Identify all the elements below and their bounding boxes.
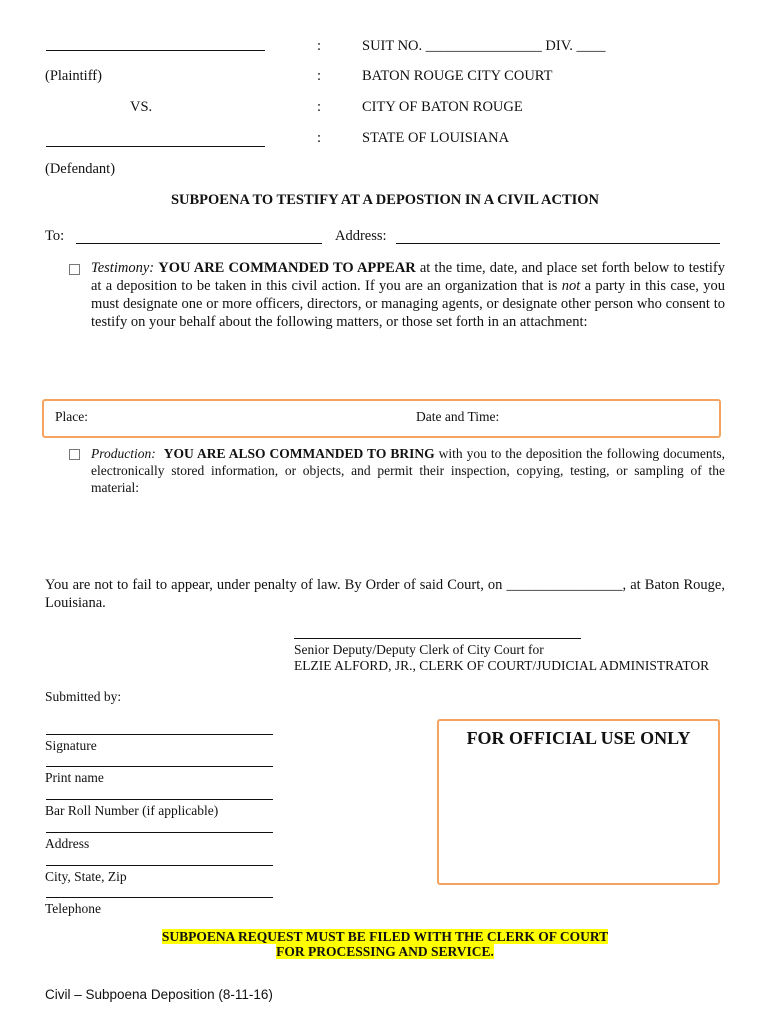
defendant-label: (Defendant) <box>45 161 116 177</box>
court-name: BATON ROUGE CITY COURT <box>362 68 553 84</box>
production-paragraph <box>91 445 725 496</box>
datetime-label: Date and Time: <box>416 409 500 424</box>
official-use-heading: FOR OFFICIAL USE ONLY <box>466 728 691 748</box>
city-state-zip-label: City, State, Zip <box>45 869 127 884</box>
place-datetime-box[interactable] <box>42 399 721 438</box>
versus-label: VS. <box>130 99 153 115</box>
production-command: YOU ARE ALSO COMMANDED TO BRING <box>163 446 435 461</box>
telephone-label: Telephone <box>45 901 102 916</box>
state-name: STATE OF LOUISIANA <box>362 130 510 146</box>
testimony-checkbox[interactable] <box>69 264 80 275</box>
caption-colon-4: : <box>317 130 322 146</box>
city-state-zip-line[interactable] <box>46 865 273 866</box>
filing-notice-line-2 <box>0 944 770 961</box>
clerk-title: Senior Deputy/Deputy Clerk of City Court for <box>294 642 544 657</box>
testimony-text-1: at the time, date, and place set forth below to testify at a deposition to be taken in this civil action. If you are an organization that is <box>91 260 726 294</box>
testimony-label: Testimony: <box>91 260 155 276</box>
filing-notice-text-1: SUBPOENA REQUEST MUST BE FILED WITH THE CLERK OF COURT <box>161 929 609 944</box>
production-label: Production: <box>91 446 156 461</box>
print-name-line[interactable] <box>46 766 273 767</box>
production-text: with you to the deposition the following documents, electronically stored information, or objects, and permit their inspection, copying, testing, or sampling of the material: <box>91 446 725 495</box>
signature-line[interactable] <box>46 734 273 735</box>
clerk-name: ELZIE ALFORD, JR., CLERK OF COURT/JUDICIAL ADMINISTRATOR <box>294 658 710 673</box>
telephone-line[interactable] <box>46 897 273 898</box>
testimony-paragraph <box>91 259 725 331</box>
address-label: Address: <box>335 228 387 244</box>
address-line[interactable] <box>46 832 273 833</box>
plaintiff-name-line[interactable] <box>46 50 265 51</box>
address-field-line[interactable] <box>396 243 720 244</box>
caption-colon-3: : <box>317 99 322 115</box>
bar-roll-label: Bar Roll Number (if applicable) <box>45 803 219 818</box>
print-name-label: Print name <box>45 770 104 785</box>
filing-notice-text-2: FOR PROCESSING AND SERVICE. <box>276 944 494 959</box>
testimony-not: not <box>561 278 581 294</box>
clerk-signature-line[interactable] <box>294 638 581 639</box>
to-label: To: <box>45 228 65 244</box>
submitter-address-label: Address <box>45 836 90 851</box>
defendant-name-line[interactable] <box>46 146 265 147</box>
signature-label: Signature <box>45 738 97 753</box>
caption-colon-2: : <box>317 68 322 84</box>
to-field-line[interactable] <box>76 243 322 244</box>
caption-colon-1: : <box>317 38 322 54</box>
production-checkbox[interactable] <box>69 449 80 460</box>
suit-number-line: SUIT NO. ________________ DIV. ____ <box>362 38 606 54</box>
document-title: SUBPOENA TO TESTIFY AT A DEPOSTION IN A CIVIL ACTION <box>170 192 600 208</box>
testimony-command: YOU ARE COMMANDED TO APPEAR <box>158 260 416 276</box>
submitted-by-label: Submitted by: <box>45 689 122 704</box>
bar-roll-line[interactable] <box>46 799 273 800</box>
plaintiff-label: (Plaintiff) <box>45 68 102 84</box>
order-paragraph: You are not to fail to appear, under penalty of law. By Order of said Court, on ________________, at Baton Rouge, Louisiana. <box>45 577 725 611</box>
form-footer: Civil – Subpoena Deposition (8-11-16) <box>45 987 273 1002</box>
city-name: CITY OF BATON ROUGE <box>362 99 523 115</box>
place-label: Place: <box>55 409 88 424</box>
testimony-text-2: a party in this case, you must designate one or more officers, directors, or managing agents, or designate other person who consent to testify on your behalf about the following matters, or those set forth in an attachment: <box>91 278 725 330</box>
